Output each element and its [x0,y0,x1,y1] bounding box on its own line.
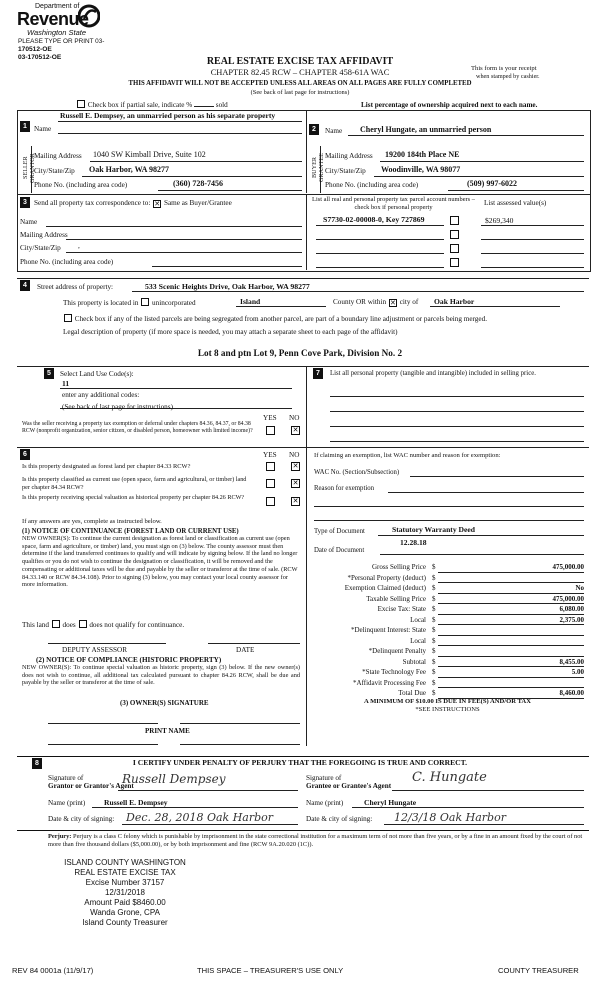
s5-yes-checkbox[interactable] [266,426,275,435]
stamp-line-5: Amount Paid $8460.00 [84,898,166,907]
perjury-text: Perjury is a class C felony which is punishable by imprisonment in the state correctional institution for a maximum term of not more than five years, or by a fine in an amount fixed by the court of not more than five thousand dollars ($5,000.00), or by both imprisonment and fine (RCW 9A.20.020 (1C)). [48,833,583,848]
seller-name-label: Name [34,125,52,133]
grantee-date-city[interactable]: 12/3/18 Oak Harbor [394,811,506,824]
city-name[interactable]: Oak Harbor [434,297,475,306]
fee-value[interactable]: 475,000.00 [552,594,584,603]
deputy-assessor-label: DEPUTY ASSESSOR [62,646,128,654]
street-label: Street address of property: [37,283,114,291]
sold-label: sold [215,101,228,109]
current-use-no-checkbox[interactable]: ✕ [292,479,299,487]
current-use-question: Is this property classified as current use (open space, farm and agricultural, or timber) land per chapter 84.34 RCW? [22,476,247,491]
county-within-row [333,298,418,307]
s6-no-label: NO [289,451,300,459]
segregated-checkbox[interactable] [64,314,72,322]
grantee-signature[interactable]: C. Hungate [412,770,487,785]
street-address[interactable]: 533 Scenic Heights Drive, Oak Harbor, WA 98277 [145,282,310,291]
fee-dollar-sign: $ [432,584,436,592]
fee-label: Total Due [398,689,426,697]
s5-yes-label: YES [263,414,277,422]
section-8-number: 8 [32,758,42,769]
exemption-question: Was the seller receiving a property tax exemption or deferral under chapters 84.36, 84.37, or 84.38 RCW (nonprofit organization, senior citizen, or disabled person, homeowner with limited income)? [22,421,253,434]
if-yes-note: If any answers are yes, complete as instructed below. [22,518,162,525]
s5-no-label: NO [289,414,300,422]
fee-dollar-sign: $ [432,605,436,613]
exemption-claim-label: If claiming an exemption, list WAC number and reason for exemption: [314,452,501,459]
doc-date[interactable]: 12.28.18 [400,538,427,547]
partial-sale-row [76,100,228,110]
continuance-row [22,620,184,630]
notice-compliance-body: NEW OWNER(S): To continue special valuation as historic property, sign (3) below. If the new owner(s) does not wish to continue, all additional tax calculated pursuant to chapter 84.26 RCW, shall be due and payable by the seller or transferor at the time of sale. [22,664,300,687]
seller-phone-label: Phone No. (including area code) [34,181,128,189]
land-use-label: Select Land Use Code(s): [60,370,134,378]
historic-question: Is this property receiving special valuation as historical property per chapter 84.26 RCW? [22,494,245,501]
fee-value[interactable]: 8,455.00 [559,657,584,666]
grantor-sig-label-1: Signature of [48,774,84,782]
unincorporated-checkbox[interactable] [141,298,149,306]
grantor-print-name[interactable]: Russell E. Dempsey [104,798,168,807]
partial-sale-checkbox[interactable] [77,100,85,108]
fee-label: Exemption Claimed (deduct) [344,584,426,592]
treasurer-stamp [60,858,190,928]
fee-dollar-sign: $ [432,563,436,571]
grantee-date-city-label: Date & city of signing: [306,815,373,823]
logo-line-2: Revenue [17,9,89,29]
partial-sale-label: Check box if partial sale, indicate % [87,101,193,109]
land-use-code[interactable]: 11 [62,379,70,388]
logo-line-3: Washington State [27,28,87,37]
grantor-date-city[interactable]: Dec. 28, 2018 Oak Harbor [126,811,274,824]
buyer-mailing-label: Mailing Address [325,152,373,160]
fee-dollar-sign: $ [432,615,436,624]
fee-label: *Affidavit Processing Fee [353,678,426,687]
buyer-city[interactable]: Woodinville, WA 98077 [381,165,461,174]
s3-name-label: Name [20,218,38,226]
does-not-checkbox[interactable] [79,620,87,628]
notice-continuance-body: NEW OWNER(S): To continue the current designation as forest land or classification as current use (open space, farm and agriculture, or timber) land, you must sign on (3) below. The county assessor must then determine if the land transferred continues to qualify and will indicate by signing below. If the land no longer qualifies or you do not wish to continue the designation or classification, it will be removed and the compensating or additional taxes will be due and payable by the seller or transferor at the time of sale. (RCW 84.33.140 or RCW 84.34.108). Prior to signing (3) below, you may contact your local county assessor for more information. [22,535,298,589]
forest-no-checkbox[interactable]: ✕ [292,462,299,470]
city-of-label: city of [399,298,419,306]
notice-continuance-title: (1) NOTICE OF CONTINUANCE (FOREST LAND OR CURRENT USE) [22,528,239,535]
buyer-mailing[interactable]: 19200 184th Place NE [385,150,460,159]
stamp-line-7: Island County Treasurer [82,918,168,927]
perjury-label: Perjury: [48,833,72,840]
fee-label: Local [410,615,426,624]
owner-signature-label: (3) OWNER(S) SIGNATURE [120,699,209,707]
dor-emblem-icon [78,3,100,29]
grantor-date-city-label: Date & city of signing: [48,815,115,823]
s5-no-checkbox[interactable]: ✕ [292,426,299,434]
buyer-phone-label: Phone No. (including area code) [325,181,419,189]
fee-dollar-sign: $ [432,636,436,645]
grantor-sig-label-2: Grantor or Grantor's Agent [48,782,134,790]
certify-statement: I CERTIFY UNDER PENALTY OF PERJURY THAT THE FOREGOING IS TRUE AND CORRECT. [132,758,468,767]
s3-mailing-label: Mailing Address [20,231,68,239]
fee-dollar-sign: $ [432,594,436,603]
section-5-number: 5 [44,368,54,379]
county-treasurer-label: COUNTY TREASURER [498,966,579,975]
forest-land-question: Is this property designated as forest land per chapter 84.33 RCW? [22,463,191,470]
s3-city-label: City/State/Zip [20,244,61,252]
fee-value[interactable]: 8,460.00 [559,689,584,697]
doc-date-label: Date of Document [314,547,365,554]
stamp-line-2: REAL ESTATE EXCISE TAX [74,868,176,877]
fee-value[interactable]: 5.00 [571,668,584,676]
parcel-header: List all real and personal property tax parcel account numbers – check box if personal property [312,196,475,211]
seller-city[interactable]: Oak Harbor, WA 98277 [89,165,170,174]
located-row [63,298,196,308]
stamp-line-3: Excise Number 37157 [85,878,165,887]
fee-dollar-sign: $ [432,689,436,697]
legal-description-label: Legal description of property (if more space is needed, you may attach a separate sheet to each page of the affidavit) [63,328,398,336]
wac-label: WAC No. (Section/Subsection) [314,469,400,476]
legal-description[interactable]: Lot 8 and ptn Lot 9, Penn Cove Park, Division No. 2 [197,348,403,358]
form-chapter: CHAPTER 82.45 RCW – CHAPTER 458-61A WAC [210,68,390,77]
fee-value[interactable]: 6,080.00 [559,605,584,613]
fee-dollar-sign: $ [432,573,436,582]
seller-city-label: City/State/Zip [34,167,75,175]
print-name-label: PRINT NAME [145,727,190,735]
assessed-header: List assessed value(s) [484,199,547,207]
fee-label: *State Technology Fee [362,668,426,676]
fee-value[interactable]: No [575,584,584,592]
doc-type-label: Type of Document [314,528,365,535]
historic-yes-checkbox[interactable] [266,497,275,506]
same-as-buyer-checkbox[interactable]: ✕ [154,200,161,208]
ref-number-2: 03-170512-OE [18,54,62,61]
see-back-note: (See back of last page for instructions) [250,89,350,96]
parcel-personal-checkbox-3[interactable] [450,244,459,253]
s5-see-back: (See back of last page for instructions) [62,403,173,411]
fee-value[interactable]: 2,375.00 [559,615,584,624]
send-tax-correspondence [34,199,232,208]
buyer-grantee-label: BUYER GRANTEE [311,153,325,183]
fee-label: *Personal Property (deduct) [347,573,426,582]
notice-compliance-title: (2) NOTICE OF COMPLIANCE (HISTORIC PROPERTY) [36,656,222,664]
section-3-number: 3 [20,197,30,208]
s3-phone-label: Phone No. (including area code) [20,258,114,266]
parcel-personal-checkbox-1[interactable] [450,216,459,225]
section-7-number: 7 [313,368,323,379]
ref-number-1: 170512-OE [18,46,52,53]
county-name[interactable]: Island [240,297,261,306]
doc-type[interactable]: Statutory Warranty Deed [392,525,475,534]
within-city-checkbox[interactable]: ✕ [389,299,396,307]
reason-label: Reason for exemption [314,485,375,492]
additional-codes-label: enter any additional codes: [62,391,140,399]
fee-value[interactable]: 475,000.00 [552,563,584,571]
buyer-name-label: Name [325,127,343,135]
fee-label: Gross Selling Price [371,563,426,571]
fee-label: *Delinquent Interest: State [350,626,426,634]
grantee-sig-label-1: Signature of [306,774,342,782]
grantee-sig-label-2: Grantee or Grantee's Agent [306,782,392,790]
fee-label: Subtotal [402,657,426,666]
buyer-name[interactable]: Cheryl Hungate, an unmarried person [360,125,492,134]
parcel-number[interactable]: S7730-02-00008-0, Key 727869 [323,215,425,224]
does-label: does [62,621,76,629]
stamp-line-4: 12/31/2018 [104,888,146,897]
form-warning: THIS AFFIDAVIT WILL NOT BE ACCEPTED UNLESS ALL AREAS ON ALL PAGES ARE FULLY COMPLETED [128,80,472,87]
fee-label: Local [410,636,426,645]
seller-mailing[interactable]: 1040 SW Kimball Drive, Suite 102 [93,150,206,159]
form-title: REAL ESTATE EXCISE TAX AFFIDAVIT [206,56,394,67]
form-revision: REV 84 0001a (11/9/17) [12,966,94,975]
fee-label: Taxable Selling Price [366,594,426,603]
section-1-number: 1 [20,121,30,132]
treasurer-use-only: THIS SPACE – TREASURER'S USE ONLY [197,966,344,975]
s3-city-value[interactable]: , [78,242,80,250]
assessed-value[interactable]: $269,340 [485,216,514,225]
does-checkbox[interactable] [52,620,60,628]
fee-label: Excise Tax: State [377,605,426,613]
ownership-note: List percentage of ownership acquired next to each name. [361,101,538,109]
historic-no-checkbox[interactable]: ✕ [292,497,299,505]
fee-label: *Delinquent Penalty [368,647,426,655]
logo-line-1: Department of [35,3,80,10]
unincorporated-label: unincorporated [152,299,196,307]
forest-yes-checkbox[interactable] [266,462,275,471]
stamp-line-6: Wanda Grone, CPA [90,908,160,917]
does-not-label: does not qualify for continuance. [89,621,185,629]
segregated-label: Check box if any of the listed parcels are being segregated from another parcel, are part of a boundary line adjustment or parcels being merged. [74,315,487,323]
grantor-signature[interactable]: Russell Dempsey [122,772,226,786]
section-4-number: 4 [20,280,30,291]
parcel-personal-checkbox-4[interactable] [450,258,459,267]
parcel-personal-checkbox-2[interactable] [450,230,459,239]
grantee-name-label: Name (print) [306,799,344,807]
s6-yes-label: YES [263,451,277,459]
receipt-note-2: when stamped by cashier. [476,73,540,80]
receipt-note-1: This form is your receipt [471,65,537,72]
personal-property-label: List all personal property (tangible and intangible) included in selling price. [330,370,536,377]
grantee-print-name[interactable]: Cheryl Hungate [364,798,417,807]
seller-grantor-label: SELLER GRANTOR [22,153,36,183]
located-label: This property is located in [63,299,139,307]
send-label: Send all property tax correspondence to: [34,199,151,207]
date-label: DATE [236,646,255,654]
grantor-name-label: Name (print) [48,799,86,807]
section-6-number: 6 [20,449,30,460]
same-as-label: Same as Buyer/Grantee [163,199,232,207]
please-type: PLEASE TYPE OR PRINT 03- [18,38,105,45]
stamp-line-1: ISLAND COUNTY WASHINGTON [64,858,186,867]
this-land-label: This land [22,621,49,629]
current-use-yes-checkbox[interactable] [266,479,275,488]
fee-dollar-sign: $ [432,647,436,655]
minimum-note: A MINIMUM OF $10.00 IS DUE IN FEE(S) AND/OR TAX [364,698,531,705]
fee-dollar-sign: $ [432,678,436,687]
fee-dollar-sign: $ [432,626,436,634]
seller-phone[interactable]: (360) 728-7456 [173,179,223,188]
section-2-number: 2 [309,124,319,135]
buyer-phone[interactable]: (509) 997-6022 [467,179,517,188]
buyer-city-label: City/State/Zip [325,167,366,175]
perjury-notice [48,833,588,849]
county-within-label: County OR within [333,298,387,306]
segregated-row [63,314,487,324]
seller-mailing-label: Mailing Address [34,152,82,160]
see-instructions: *SEE INSTRUCTIONS [415,706,480,713]
fee-dollar-sign: $ [432,668,436,676]
seller-name[interactable]: Russell E. Dempsey, an unmarried person as his separate property [60,111,276,120]
fee-dollar-sign: $ [432,657,436,666]
